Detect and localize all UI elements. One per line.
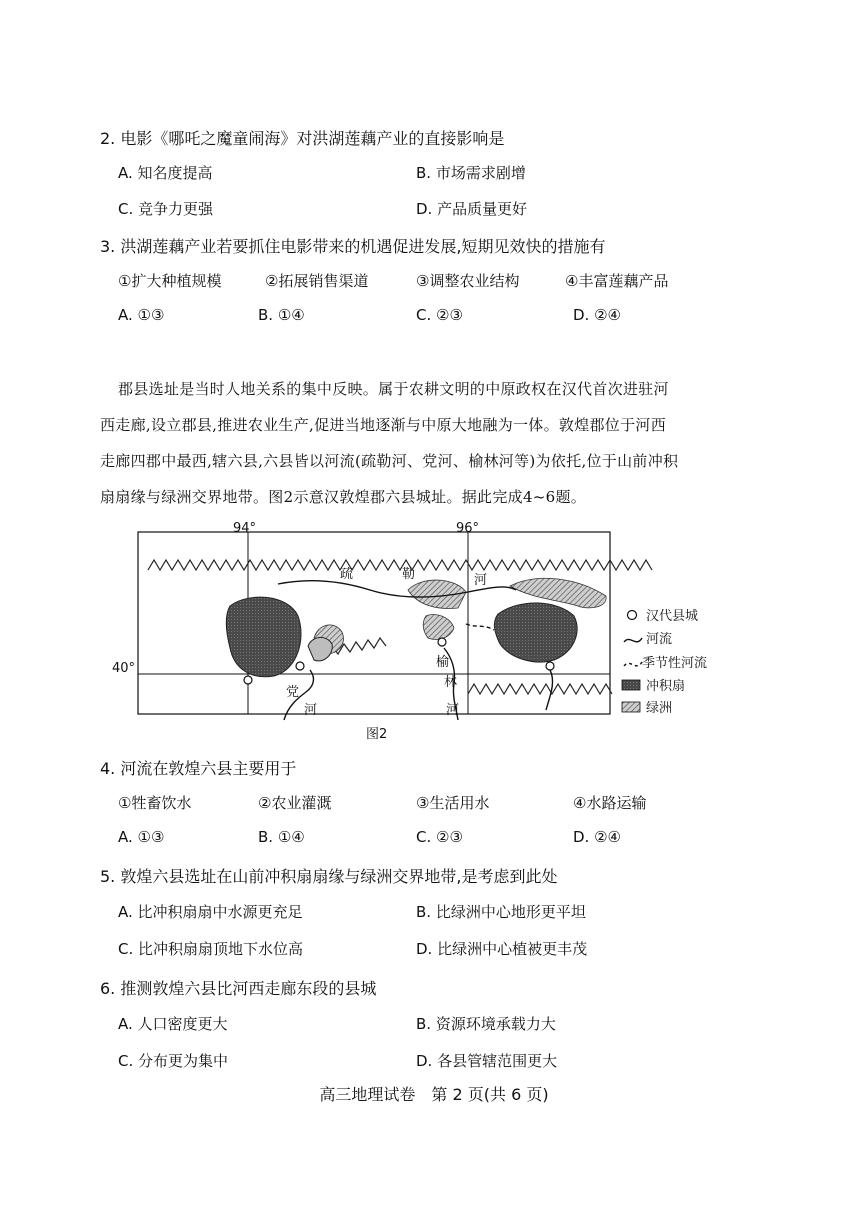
question-3-stem: 3. 洪湖莲藕产业若要抓住电影带来的机遇促进发展,短期见效快的措施有	[100, 237, 606, 256]
q2-option-d: D. 产品质量更好	[416, 200, 528, 218]
q4-option-b: B. ①④	[258, 828, 305, 846]
q3-item-4: ④丰富莲藕产品	[565, 272, 669, 290]
q4-option-a: A. ①③	[118, 828, 165, 846]
q3-item-1: ①扩大种植规模	[118, 272, 222, 290]
legend-fan-label: 冲积扇	[646, 679, 686, 694]
legend-city-label: 汉代县城	[646, 609, 699, 624]
han-county-city	[244, 676, 252, 684]
dang-label-2: 河	[304, 703, 318, 718]
question-2-stem: 2. 电影《哪吒之魔童闹海》对洪湖莲藕产业的直接影响是	[100, 129, 505, 148]
q3-option-d: D. ②④	[573, 306, 621, 324]
question-6-stem: 6. 推测敦煌六县比河西走廊东段的县城	[100, 979, 377, 998]
q2-option-b: B. 市场需求剧增	[416, 164, 526, 182]
q2-option-a: A. 知名度提高	[118, 164, 213, 182]
legend-river-symbol	[624, 638, 642, 642]
legend-city-symbol	[628, 611, 637, 620]
q3-option-b: B. ①④	[258, 306, 305, 324]
q4-item-1: ①牲畜饮水	[118, 794, 192, 812]
passage-line-4: 扇扇缘与绿洲交界地带。图2示意汉敦煌郡六县城址。据此完成4~6题。	[100, 488, 587, 506]
q5-option-b: B. 比绿洲中心地形更平坦	[416, 903, 586, 921]
q2-option-c: C. 竞争力更强	[118, 200, 214, 218]
shule-label-1: 疏	[340, 567, 354, 582]
q4-option-d: D. ②④	[573, 828, 621, 846]
q3-item-2: ②拓展销售渠道	[265, 272, 369, 290]
legend-oasis-label: 绿洲	[646, 701, 673, 716]
q4-item-3: ③生活用水	[416, 794, 490, 812]
legend-river-label: 河流	[646, 632, 673, 647]
lat-40-label: 40°	[112, 661, 136, 676]
legend-oasis-symbol	[622, 702, 640, 712]
q3-option-c: C. ②③	[416, 306, 463, 324]
q4-item-2: ②农业灌溉	[258, 794, 332, 812]
figure-2-map	[112, 520, 738, 750]
q6-option-d: D. 各县管辖范围更大	[416, 1052, 558, 1070]
figure-caption: 图2	[366, 727, 388, 742]
alluvial-fan-west	[226, 597, 301, 677]
page-footer: 高三地理试卷 第 2 页(共 6 页)	[319, 1085, 549, 1104]
shule-label-3: 河	[474, 573, 488, 588]
q5-option-c: C. 比冲积扇扇顶地下水位高	[118, 940, 304, 958]
q6-option-c: C. 分布更为集中	[118, 1052, 229, 1070]
q4-item-4: ④水路运输	[573, 794, 647, 812]
yulin-label-1: 榆	[436, 655, 450, 670]
lon-94-label: 94°	[233, 521, 257, 536]
q5-option-a: A. 比冲积扇扇中水源更充足	[118, 903, 303, 921]
q6-option-a: A. 人口密度更大	[118, 1015, 228, 1033]
q6-option-b: B. 资源环境承载力大	[416, 1015, 556, 1033]
legend-seasonal-label: 季节性河流	[642, 656, 708, 671]
passage-line-3: 走廊四郡中最西,辖六县,六县皆以河流(疏勒河、党河、榆林河等)为依托,位于山前冲积	[100, 452, 679, 470]
map-svg	[112, 520, 738, 750]
q4-option-c: C. ②③	[416, 828, 463, 846]
passage-line-2: 西走廊,设立郡县,推进农业生产,促进当地逐渐与中原大地融为一体。敦煌郡位于河西	[100, 416, 667, 434]
lon-96-label: 96°	[456, 521, 480, 536]
question-5-stem: 5. 敦煌六县选址在山前冲积扇扇缘与绿洲交界地带,是考虑到此处	[100, 867, 558, 886]
passage-line-1: 郡县选址是当时人地关系的集中反映。属于农耕文明的中原政权在汉代首次进驻河	[118, 380, 669, 398]
yulin-label-2: 林	[444, 675, 458, 690]
q5-option-d: D. 比绿洲中心植被更丰茂	[416, 940, 588, 958]
han-county-city	[438, 638, 446, 646]
legend-seasonal-symbol	[624, 662, 642, 666]
yulin-label-3: 河	[446, 703, 460, 718]
legend-fan-symbol	[622, 680, 640, 690]
han-county-city	[546, 662, 554, 670]
shule-label-2: 勒	[402, 567, 416, 582]
han-county-city	[296, 662, 304, 670]
q3-item-3: ③调整农业结构	[416, 272, 520, 290]
map-legend	[622, 609, 707, 716]
question-4-stem: 4. 河流在敦煌六县主要用于	[100, 759, 297, 778]
dang-label-1: 党	[286, 685, 300, 700]
q3-option-a: A. ①③	[118, 306, 165, 324]
